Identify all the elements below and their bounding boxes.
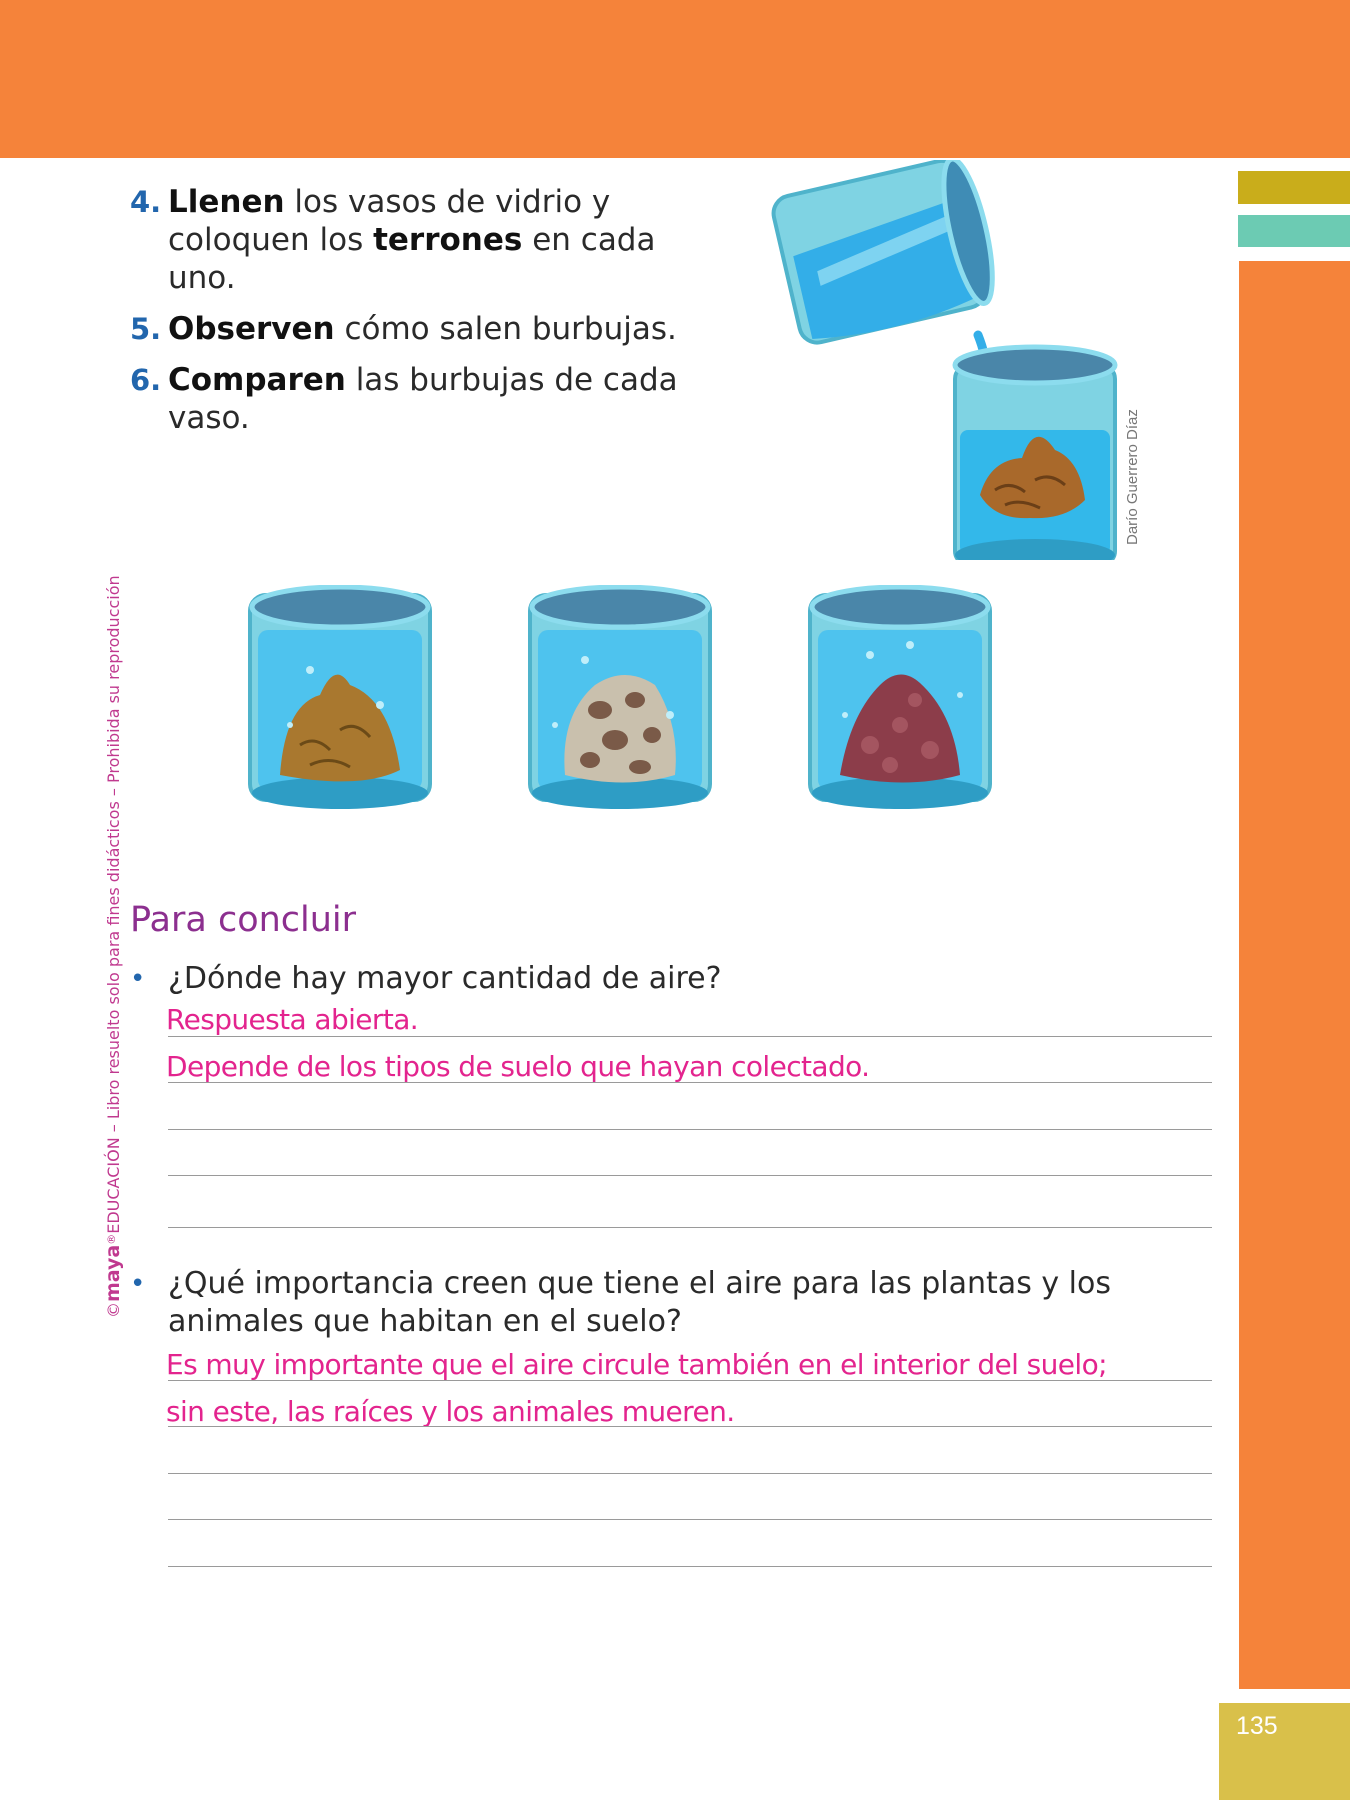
writing-line[interactable] bbox=[168, 1473, 1212, 1474]
procedure-steps bbox=[130, 183, 710, 450]
question-2 bbox=[130, 1265, 1210, 1341]
copyright-symbol: © bbox=[104, 1302, 123, 1318]
page-number: 135 bbox=[1236, 1712, 1278, 1740]
step-4 bbox=[130, 183, 710, 297]
answer-line-2: sin este, las raíces y los animales mueren. bbox=[166, 1395, 735, 1428]
step-6 bbox=[130, 361, 710, 437]
question-1 bbox=[130, 960, 1210, 998]
step-text: Llenen los vasos de vidrio y coloquen los terrones en cada uno. bbox=[168, 184, 656, 296]
writing-line[interactable] bbox=[168, 1129, 1212, 1130]
copyright-text: EDUCACIÓN – Libro resuelto solo para fines didácticos – Prohibida su reproducción bbox=[104, 575, 123, 1234]
step-number: 5. bbox=[130, 312, 162, 346]
step-number: 6. bbox=[130, 363, 162, 397]
glass-brown-soil bbox=[250, 587, 430, 809]
question-text: ¿Dónde hay mayor cantidad de aire? bbox=[168, 961, 722, 996]
question-text: ¿Qué importancia creen que tiene el aire para las plantas y los animales que habitan en el suelo? bbox=[168, 1266, 1111, 1339]
right-side-bar bbox=[1239, 261, 1350, 1689]
three-glasses-illustration bbox=[240, 585, 1010, 825]
writing-line[interactable] bbox=[168, 1380, 1212, 1381]
answer-line-2: Depende de los tipos de suelo que hayan colectado. bbox=[166, 1050, 870, 1083]
writing-line[interactable] bbox=[168, 1566, 1212, 1567]
glass-gray-soil bbox=[530, 587, 710, 809]
answer-line-1: Es muy importante que el aire circule también en el interior del suelo; bbox=[166, 1348, 1107, 1381]
step-text: Comparen las burbujas de cada vaso. bbox=[168, 362, 678, 436]
step-5 bbox=[130, 310, 710, 348]
brand-name: maya bbox=[102, 1244, 124, 1302]
step-text: Observen cómo salen burbujas. bbox=[168, 311, 677, 347]
glass-red-soil bbox=[810, 587, 990, 809]
gold-tab-marker bbox=[1238, 171, 1350, 204]
bullet: • bbox=[130, 1269, 146, 1299]
writing-line[interactable] bbox=[168, 1082, 1212, 1083]
step-number: 4. bbox=[130, 185, 162, 219]
section-heading: Para concluir bbox=[130, 900, 357, 940]
writing-line[interactable] bbox=[168, 1519, 1212, 1520]
copyright-notice bbox=[102, 575, 124, 1318]
registered-mark: ® bbox=[105, 1233, 118, 1245]
writing-line[interactable] bbox=[168, 1227, 1212, 1228]
writing-line[interactable] bbox=[168, 1175, 1212, 1176]
top-header-band bbox=[0, 0, 1350, 158]
teal-tab-marker bbox=[1238, 215, 1350, 247]
pouring-glass-illustration bbox=[750, 160, 1130, 560]
writing-line[interactable] bbox=[168, 1036, 1212, 1037]
writing-line[interactable] bbox=[168, 1426, 1212, 1427]
answer-line-1: Respuesta abierta. bbox=[166, 1003, 419, 1036]
bullet: • bbox=[130, 964, 146, 994]
illustration-credit: Darío Guerrero Díaz bbox=[1124, 409, 1141, 545]
